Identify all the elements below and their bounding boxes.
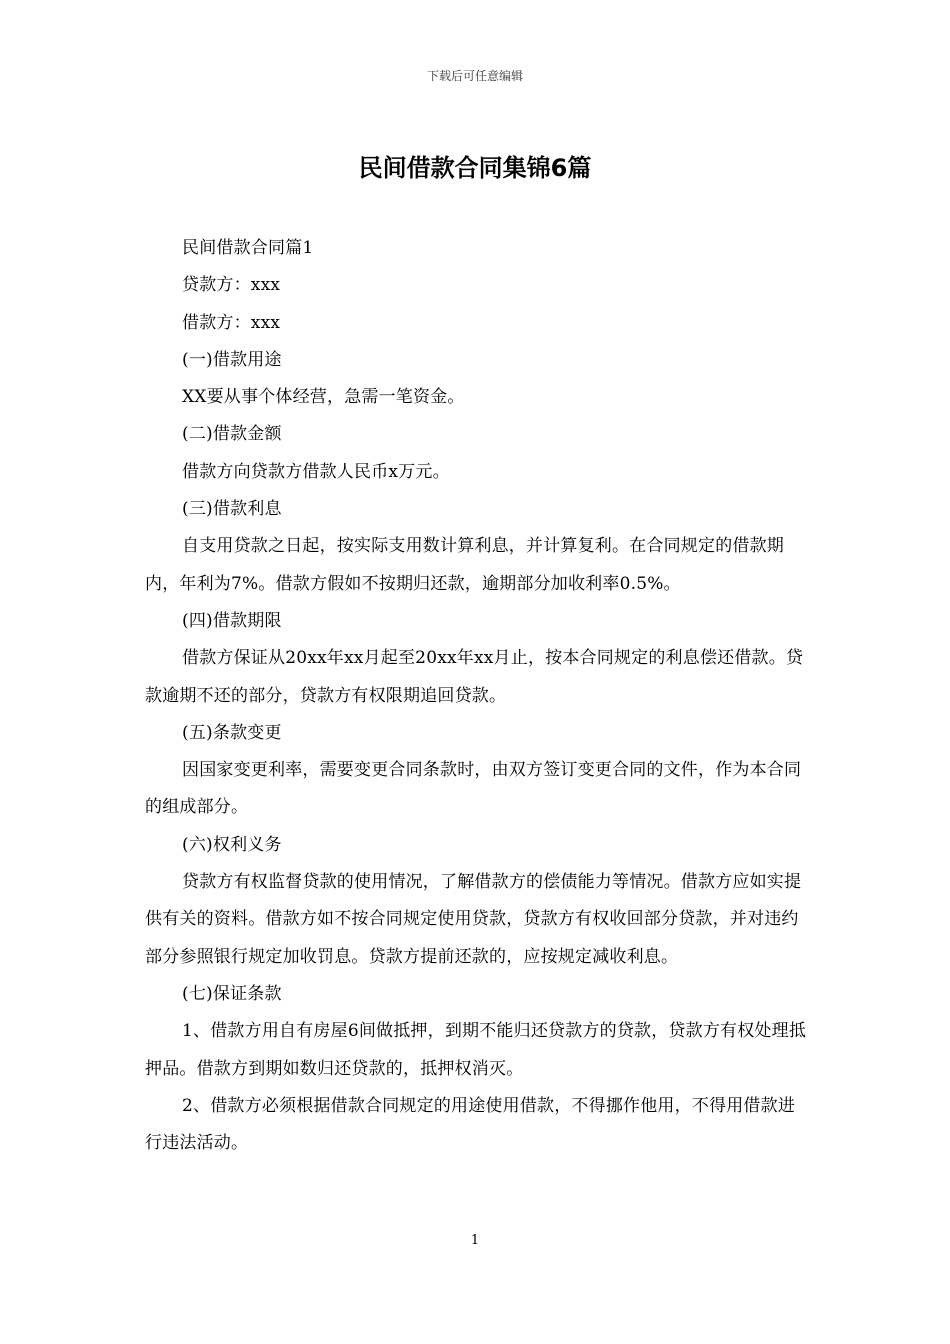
page-header-note: 下载后可任意编辑 <box>426 69 523 83</box>
paragraph: 借款方向贷款方借款人民币x万元。 <box>182 461 450 482</box>
paragraph: XX要从事个体经营，急需一笔资金。 <box>182 387 465 408</box>
borrower-line: 借款方：xxx <box>182 312 281 333</box>
document-body <box>145 230 807 1162</box>
clause-heading-term: (四)借款期限 <box>182 610 282 631</box>
paragraph: 贷款方有权监督贷款的使用情况，了解借款方的偿债能力等情况。借款方应如实提供有关的资料。借款方如不按合同规定使用贷款，贷款方有权收回部分贷款，并对违约部分参照银行规定加收罚息。贷款方提前还款的，应按规定减收利息。 <box>145 872 802 967</box>
clause-heading-purpose: (一)借款用途 <box>182 349 282 370</box>
paragraph: 因国家变更利率，需要变更合同条款时，由双方签订变更合同的文件，作为本合同的组成部分。 <box>145 760 802 818</box>
paragraph: 借款方保证从20xx年xx月起至20xx年xx月止，按本合同规定的利息偿还借款。贷款逾期不还的部分，贷款方有权限期追回贷款。 <box>145 648 804 706</box>
paragraph: 自支用贷款之日起，按实际支用数计算利息，并计算复利。在合同规定的借款期内，年利为7%。借款方假如不按期归还款，逾期部分加收利率0.5%。 <box>145 536 784 594</box>
clause-heading-changes: (五)条款变更 <box>182 722 282 743</box>
paragraph: 1、借款方用自有房屋6间做抵押，到期不能归还贷款方的贷款，贷款方有权处理抵押品。借款方到期如数归还贷款的，抵押权消灭。 <box>145 1021 807 1079</box>
section-heading: 民间借款合同篇1 <box>182 238 314 258</box>
paragraph: 2、借款方必须根据借款合同规定的用途使用借款，不得挪作他用，不得用借款进行违法活动。 <box>145 1095 796 1154</box>
lender-line: 贷款方：xxx <box>182 275 281 296</box>
clause-heading-interest: (三)借款利息 <box>182 499 282 520</box>
page-number: 1 <box>470 1233 480 1248</box>
clause-heading-amount: (二)借款金额 <box>182 424 282 445</box>
clause-heading-guarantee: (七)保证条款 <box>182 983 282 1004</box>
clause-heading-rights: (六)权利义务 <box>182 834 282 855</box>
document-title: 民间借款合同集锦6篇 <box>358 154 592 182</box>
